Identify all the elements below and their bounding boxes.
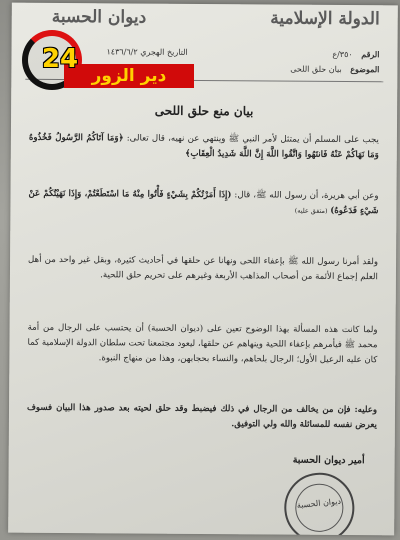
channel-logo: [20, 36, 168, 102]
subject-label: الموضوع: [350, 64, 380, 75]
subject-value: بيان حلق اللحى: [290, 64, 342, 74]
state-header: الدولة الإسلامية: [270, 8, 380, 30]
reference-block: [290, 47, 379, 78]
paragraph-5: وعليه: فإن من يخالف من الرجال في ذلك فيضبط وقد حلق لحيته بعد صدور هذا البيان فسوف يعرض نفسه للمسائلة والله ولي التوفيق.: [26, 402, 378, 431]
date-value: ١٤٣٦/٦/٢: [106, 47, 138, 57]
official-stamp: [281, 470, 357, 536]
document-title: بيان منع حلق اللحى: [154, 103, 254, 119]
signature-title: أمير ديوان الحسبة: [292, 454, 365, 467]
stamp-text: ديوان الحسبة: [296, 496, 342, 510]
hadith-source: (متفق عليه): [294, 206, 328, 215]
subject-line: [290, 62, 379, 78]
paragraph-4: ولما كانت هذه المسألة بهذا الوضوح تعين على (ديوان الحسبة) أن يحتسب على الرجال من أمة محمد ﷺ فيأمرهم بإعفاء اللحية وينهاهم عن حلقها، ليعود مجتمعنا تحت سلطان الدولة الإسلامية كما كان عليه الرعيل الأول؛ الرجال بلحاهم، والنساء بحجابهن، وهذا من منهاج النبوة.: [27, 322, 378, 366]
logo-number: 24: [41, 44, 79, 74]
date-label: التاريخ الهجري: [140, 47, 188, 57]
quran-verse: ﴿وَمَا آتَاكُمُ الرَّسُولُ فَخُذُوهُ وَمَا نَهَاكُمْ عَنْهُ فَانتَهُوا وَاتَّقُوا اللَّهَ إِنَّ اللَّهَ شَدِيدُ الْعِقَابِ﴾: [28, 132, 379, 161]
reference-value: ٣٥٠/ع: [332, 49, 353, 60]
paragraph-1-text: يجب على المسلم أن يمتثل لأمر النبي ﷺ وينتهي عن نهيه، قال تعالى:: [126, 133, 379, 146]
department-header: ديوان الحسبة: [51, 6, 147, 28]
paragraph-2-text: وعن أبي هريرة، أن رسول الله ﷺ، قال:: [234, 190, 379, 202]
logo-name: دير الزور: [64, 64, 194, 88]
paragraph-2: [28, 187, 378, 219]
paragraph-1: [29, 131, 379, 163]
reference-label: الرقم: [361, 49, 380, 60]
paragraph-3: ولقد أمرنا رسول الله ﷺ بإعفاء اللحى ونهانا عن حلقها في أحاديث كثيرة، وبقل غير واحد من أهل العلم إجماع الأئمة من أصحاب المذاهب الأربعة وغيرهم على تحريم حلق اللحية.: [28, 254, 379, 283]
reference-line: [290, 47, 379, 63]
hadith-quote: (إِذَا أَمَرْتُكُمْ بِشَيْءٍ فَأْتُوا مِنْهُ مَا اسْتَطَعْتُمْ، وَإِذَا نَهَيْتُكُمْ عَنْ شَيْءٍ فَدَعُوهُ): [28, 188, 379, 217]
